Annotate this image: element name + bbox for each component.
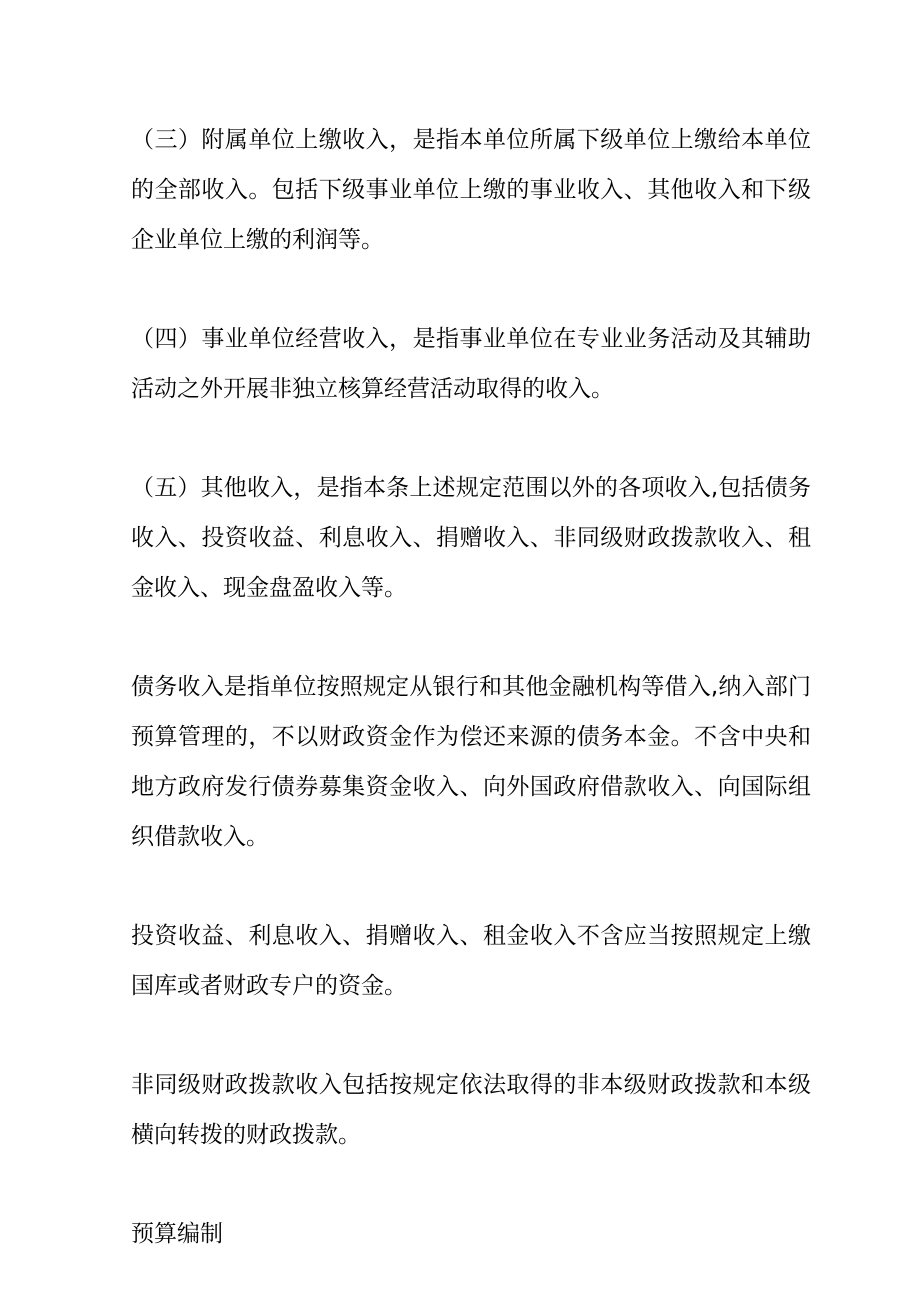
paragraph-investment-income-exclusions: 投资收益、利息收入、捐赠收入、租金收入不含应当按照规定上缴国库或者财政专户的资金。: [131, 923, 811, 999]
paragraph-other-income: （五）其他收入，是指本条上述规定范围以外的各项收入,包括债务收入、投资收益、利息收入、捐赠收入、非同级财政拨款收入、租金收入、现金盘盈收入等。: [131, 475, 811, 601]
paragraph-non-same-level-appropriation: 非同级财政拨款收入包括按规定依法取得的非本级财政拨款和本级横向转拨的财政拨款。: [131, 1072, 811, 1148]
paragraph-debt-income: 债务收入是指单位按照规定从银行和其他金融机构等借入,纳入部门预算管理的，不以财政资金作为偿还来源的债务本金。不含中央和地方政府发行债券募集资金收入、向外国政府借款收入、向国际组织借款收入。: [131, 674, 811, 850]
paragraph-affiliated-unit-income: （三）附属单位上缴收入，是指本单位所属下级单位上缴给本单位的全部收入。包括下级事业单位上缴的事业收入、其他收入和下级企业单位上缴的利润等。: [131, 127, 811, 253]
section-heading-budget-preparation: 预算编制: [131, 1221, 223, 1247]
paragraph-business-operating-income: （四）事业单位经营收入，是指事业单位在专业业务活动及其辅助活动之外开展非独立核算经营活动取得的收入。: [131, 326, 811, 402]
document-body: [131, 115, 811, 1259]
